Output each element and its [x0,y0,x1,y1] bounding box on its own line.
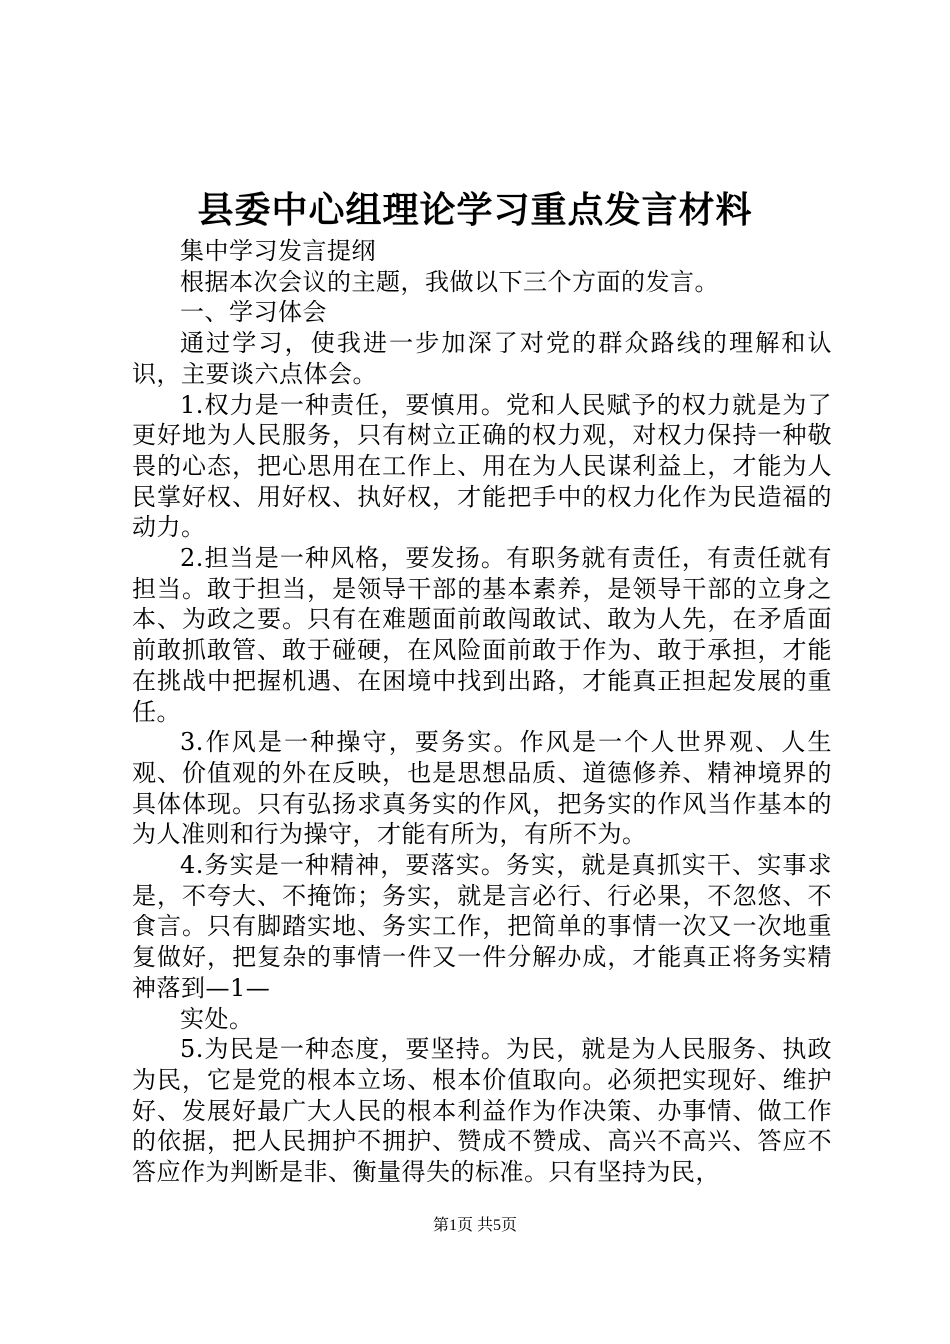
paragraph-point-3: 3.作风是一种操守，要务实。作风是一个人世界观、人生观、价值观的外在反映，也是思想品质、道德修养、精神境界的具体体现。只有弘扬求真务实的作风，把务实的作风当作基本的为人准则和行为操守，才能有所为，有所不为。 [132,728,832,849]
paragraph-point-4: 4.务实是一种精神，要落实。务实，就是真抓实干、实事求是，不夸大、不掩饰；务实，就是言必行、行必果，不忽悠、不食言。只有脚踏实地、务实工作，把简单的事情一次又一次地重复做好，把复杂的事情一件又一件分解办成，才能真正将务实精神落到—1— [132,851,832,1002]
page-indicator: 第1页 共5页 [432,1217,517,1234]
paragraph-point-5: 5.为民是一种态度，要坚持。为民，就是为人民服务、执政为民，它是党的根本立场、根本价值取向。必须把实现好、维护好、发展好最广大人民的根本利益作为作决策、办事情、做工作的依据，把人民拥护不拥护、赞成不赞成、高兴不高兴、答应不答应作为判断是非、衡量得失的标准。只有坚持为民， [132,1035,832,1187]
paragraph-point-2: 2.担当是一种风格，要发扬。有职务就有责任，有责任就有担当。敢于担当，是领导干部的基本素养，是领导干部的立身之本、为政之要。只有在难题面前敢闯敢试、敢为人先，在矛盾面前敢抓敢管、敢于碰硬，在风险面前敢于作为、敢于承担，才能在挑战中把握机遇、在困境中找到出路，才能真正担起发展的重任。 [132,544,832,726]
paragraph-outline-heading: 集中学习发言提纲 [180,237,376,265]
paragraph-continuation: 实处。 [180,1004,254,1033]
document-title: 县委中心组理论学习重点发言材料 [197,189,753,231]
paragraph-intro: 根据本次会议的主题，我做以下三个方面的发言。 [180,267,719,296]
paragraph-overview: 通过学习，使我进一步加深了对党的群众路线的理解和认识，主要谈六点体会。 [132,329,832,388]
section-heading-study-experience: 一、学习体会 [180,298,327,327]
document-body [132,236,832,1188]
paragraph-point-1: 1.权力是一种责任，要慎用。党和人民赋予的权力就是为了更好地为人民服务，只有树立正确的权力观，对权力保持一种敬畏的心态，把心思用在工作上、用在为人民谋利益上，才能为人民掌好权、用好权、执好权，才能把手中的权力化作为民造福的动力。 [132,390,832,542]
